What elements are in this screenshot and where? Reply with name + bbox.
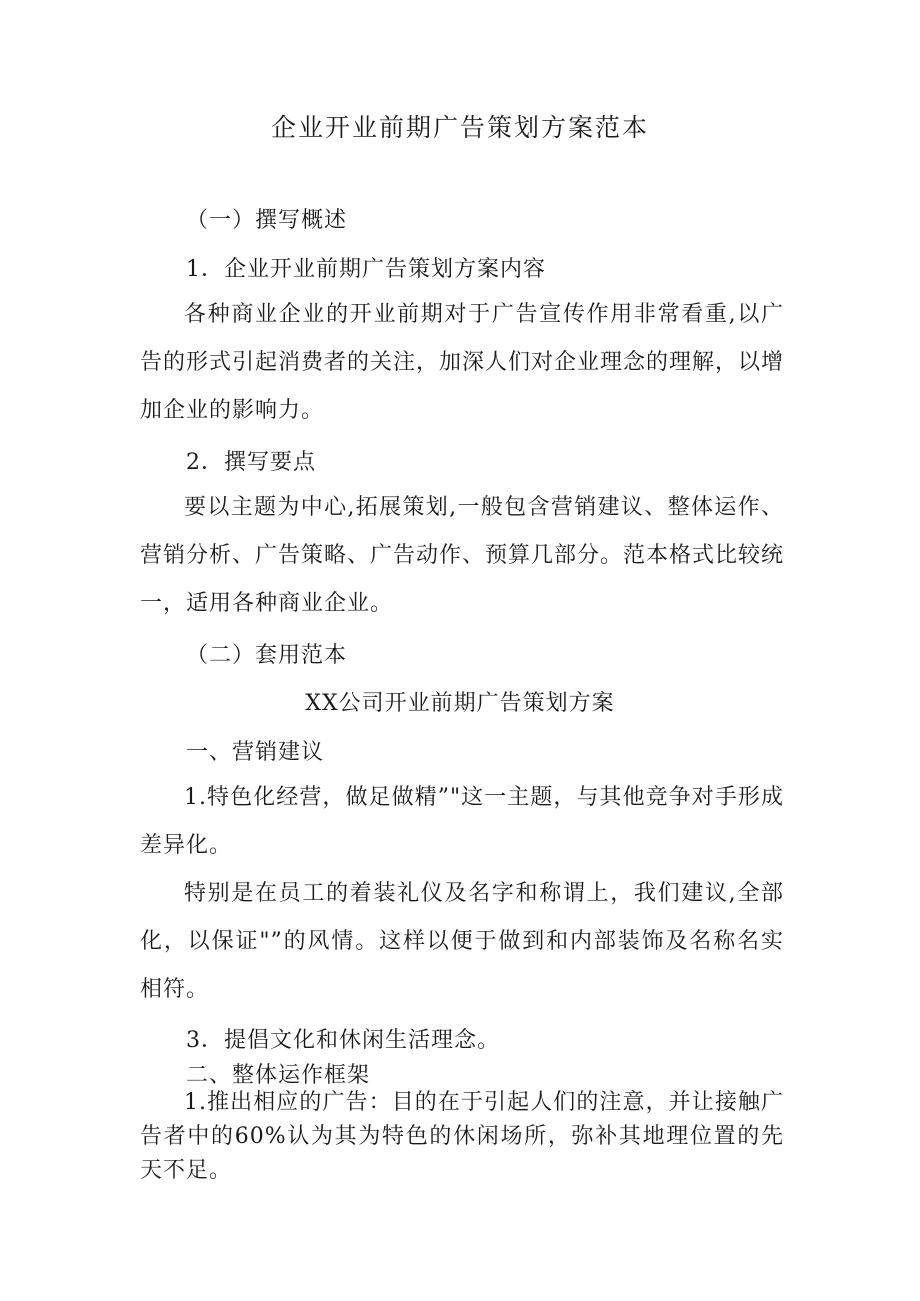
section-heading-template: （二）套用范本 bbox=[186, 643, 348, 668]
paragraph-key-points: 要以主题为中心,拓展策划,一般包含营销建议、整体运作、营销分析、广告策略、广告动作、预算几部分。范本格式比较统一，适用各种商业企业。 bbox=[140, 495, 785, 616]
paragraph-content: 各种商业企业的开业前期对于广告宣传作用非常看重,以广告的形式引起消费者的关注，加深人们对企业理念的理解，以增加企业的影响力。 bbox=[140, 302, 785, 423]
part-heading-framework: 二、整体运作框架 bbox=[186, 1063, 371, 1088]
item-heading-content: 1．企业开业前期广告策划方案内容 bbox=[186, 257, 546, 282]
paragraph-marketing-item1: 1.特色化经营，做足做精”"这一主题，与其他竞争对手形成差异化。 bbox=[140, 785, 784, 858]
paragraph-marketing-detail: 特别是在员工的着装礼仪及名字和称谓上，我们建议,全部化，以保证"”的风情。这样以便于做到和内部装饰及名称名实相符。 bbox=[140, 881, 784, 1002]
document-title: 企业开业前期广告策划方案范本 bbox=[270, 113, 649, 142]
item-heading-key-points: 2．撰写要点 bbox=[186, 450, 316, 475]
paragraph-marketing-item3: 3．提倡文化和休闲生活理念。 bbox=[186, 1028, 500, 1053]
plan-title: XX公司开业前期广告策划方案 bbox=[305, 691, 615, 716]
paragraph-framework-item1: 1.推出相应的广告：目的在于引起人们的注意，并让接触广告者中的60%认为其为特色的休闲场所，弥补其地理位置的先天不足。 bbox=[140, 1090, 784, 1183]
section-heading-overview: （一）撰写概述 bbox=[186, 208, 348, 233]
part-heading-marketing: 一、营销建议 bbox=[186, 740, 325, 765]
